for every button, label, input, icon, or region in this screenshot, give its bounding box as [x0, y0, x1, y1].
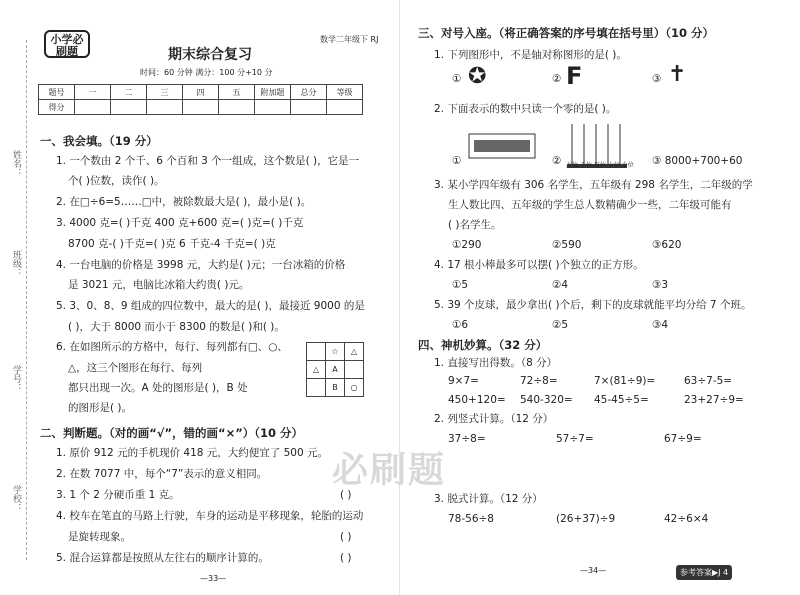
s3-q1-opt: ②	[552, 73, 562, 85]
page-number-right: —34—	[580, 566, 607, 575]
grid-cell: B	[326, 379, 345, 397]
score-header: 总分	[291, 85, 327, 100]
s3-q2-opt: ③ 8000+700+60	[652, 155, 743, 167]
score-cell[interactable]	[327, 100, 363, 115]
s3-q3: 3. 某小学四年级有 306 名学生，五年级有 298 名学生，二年级的学	[434, 179, 753, 191]
abacus-label: 个位	[621, 162, 634, 169]
q6-line: △，这三个图形在每行、每列	[68, 362, 203, 374]
s3-q4-opt: ①5	[452, 279, 469, 291]
s3-q5-opt: ③4	[652, 319, 669, 331]
s3-q2-opt: ②	[552, 155, 562, 167]
grid-cell: △	[345, 343, 364, 361]
grid-cell: A	[326, 361, 345, 379]
score-cell[interactable]	[147, 100, 183, 115]
cut-line	[26, 40, 27, 560]
abacus-label: 十位	[607, 162, 620, 169]
cross-shape-icon: ✝	[668, 62, 687, 87]
calc-item: 45-45÷5=	[594, 394, 649, 406]
grid-cell: ☆	[326, 343, 345, 361]
abacus-labels	[566, 160, 634, 169]
class-label: 班级：	[11, 250, 21, 277]
name-label: 姓名：	[11, 150, 21, 177]
page-divider	[399, 0, 400, 595]
score-cell[interactable]	[75, 100, 111, 115]
binding-margin	[0, 0, 36, 595]
s4-p3: 3. 脱式计算。（12 分）	[434, 493, 543, 505]
s3-q1: 1. 下列图形中，不是轴对称图形的是( )。	[434, 49, 627, 61]
section1-title: 一、我会填。（19 分）	[40, 134, 158, 148]
judge-item: 3. 1 个 2 分硬币重 1 克。	[56, 489, 180, 501]
score-cell[interactable]	[255, 100, 291, 115]
s4-p1: 1. 直接写出得数。（8 分）	[434, 357, 558, 369]
score-header: 三	[147, 85, 183, 100]
page-number-left: —33—	[200, 574, 227, 583]
calc-item: 63÷7-5=	[684, 375, 733, 387]
section4-title: 四、神机妙算。（32 分）	[418, 338, 548, 352]
calc-item: 450+120=	[448, 394, 506, 406]
q5-line: ( )，大于 8000 而小于 8300 的数是( )和( )。	[68, 321, 285, 333]
letter-f-icon: F	[566, 62, 583, 90]
expression-item: (26+37)÷9	[556, 513, 616, 525]
score-header: 四	[183, 85, 219, 100]
calc-item: 23+27÷9=	[684, 394, 744, 406]
score-header: 等级	[327, 85, 363, 100]
s3-q5-opt: ②5	[552, 319, 569, 331]
vertical-calc-item: 37÷8=	[448, 433, 486, 445]
grid-cell	[345, 361, 364, 379]
s3-q1-opt: ③	[652, 73, 662, 85]
abacus-label: 千位	[579, 162, 592, 169]
s3-q5: 5. 39 个皮球，最少拿出( )个后，剩下的皮球就能平均分给 7 个班。	[434, 299, 752, 311]
score-cell[interactable]	[219, 100, 255, 115]
judge-item: 2. 在数 7077 中，每个“7”表示的意义相同。	[56, 468, 268, 480]
grid-cell	[307, 343, 326, 361]
s3-q4-opt: ③3	[652, 279, 669, 291]
s3-q3-opt: ①290	[452, 239, 482, 251]
abacus-label: 万位	[566, 162, 579, 169]
score-cell[interactable]	[183, 100, 219, 115]
score-cell[interactable]	[291, 100, 327, 115]
section2-title: 二、判断题。（对的画“√”，错的画“×”）（10 分）	[40, 426, 304, 440]
grade-label: 数学二年级下 RJ	[320, 35, 379, 44]
score-header: 二	[111, 85, 147, 100]
s4-p2: 2. 列竖式计算。（12 分）	[434, 413, 554, 425]
answer-blank[interactable]: ( )	[340, 489, 352, 501]
star-shape-icon: ✪	[468, 64, 487, 89]
student-number-label: 学号：	[11, 365, 21, 392]
answer-blank[interactable]: ( )	[340, 531, 352, 543]
counting-rods-icon	[468, 128, 538, 162]
score-table	[38, 84, 363, 115]
s3-q4-opt: ②4	[552, 279, 569, 291]
expression-item: 78-56÷8	[448, 513, 494, 525]
expression-item: 42÷6×4	[664, 513, 709, 525]
watermark: 必刷题	[332, 450, 447, 491]
q5-line: 5. 3、0、8、9 组成的四位数中，最大的是( )，最接近 9000 的是	[56, 300, 365, 312]
grid-cell: ○	[345, 379, 364, 397]
calc-item: 540-320=	[520, 394, 573, 406]
judge-item: 是旋转现象。	[68, 531, 131, 543]
page-title: 期末综合复习	[168, 47, 252, 63]
grid-cell: △	[307, 361, 326, 379]
school-label: 学校：	[11, 485, 21, 512]
s3-q2-opt: ①	[452, 155, 462, 167]
q4-line: 是 3021 元，电脑比冰箱大约贵( )元。	[68, 279, 250, 291]
s3-q3-opt: ③620	[652, 239, 682, 251]
calc-item: 9×7=	[448, 375, 479, 387]
q1-line: 1. 一个数由 2 个千、6 个百和 3 个一组成，这个数是( )，它是一	[56, 155, 360, 167]
answer-blank[interactable]: ( )	[340, 552, 352, 564]
q4-line: 4. 一台电脑的价格是 3998 元，大约是( )元；一台冰箱的价格	[56, 259, 346, 271]
score-header: 附加题	[255, 85, 291, 100]
s3-q4: 4. 17 根小棒最多可以摆( )个独立的正方形。	[434, 259, 644, 271]
s3-q2: 2. 下面表示的数中只读一个零的是( )。	[434, 103, 617, 115]
score-header: 题号	[39, 85, 75, 100]
calc-item: 72÷8=	[520, 375, 558, 387]
judge-item: 5. 混合运算都是按照从左往右的顺序计算的。	[56, 552, 269, 564]
score-cell[interactable]	[111, 100, 147, 115]
judge-item: 1. 原价 912 元的手机现价 418 元，大约便宜了 500 元。	[56, 447, 329, 459]
q6-line: 6. 在如图所示的方格中，每行、每列都有□、○、	[56, 341, 288, 353]
s3-q3-opt: ②590	[552, 239, 582, 251]
s3-q3: 生人数比四、五年级的学生总人数精确少一些，二年级可能有	[448, 199, 732, 211]
q2-line: 2. 在□÷6=5……□中，被除数最大是( )，最小是( )。	[56, 196, 312, 208]
q3-line: 3. 4000 克=( )千克 400 克+600 克=( )克=( )千克	[56, 217, 304, 229]
q3-line: 8700 克-( )千克=( )克 6 千克-4 千克=( )克	[68, 238, 276, 250]
score-header: 五	[219, 85, 255, 100]
answer-reference-tag[interactable]: 参考答案▶J 4	[676, 565, 732, 580]
q1-line: 个( )位数，读作( )。	[68, 175, 165, 187]
vertical-calc-item: 67÷9=	[664, 433, 702, 445]
q6-line: 都只出现一次。A 处的图形是( )，B 处	[68, 382, 248, 394]
q6-line: 的图形是( )。	[68, 402, 133, 414]
s3-q1-opt: ①	[452, 73, 462, 85]
s3-q3: ( )名学生。	[448, 219, 502, 231]
vertical-calc-item: 57÷7=	[556, 433, 594, 445]
logo: 小学必刷题	[44, 30, 90, 58]
abacus-label: 百位	[593, 162, 606, 169]
score-row-label: 得分	[39, 100, 75, 115]
score-header: 一	[75, 85, 111, 100]
grid-cell	[307, 379, 326, 397]
judge-item: 4. 校车在笔直的马路上行驶，车身的运动是平移现象，轮胎的运动	[56, 510, 364, 522]
shape-grid	[306, 342, 364, 397]
section3-title: 三、对号入座。（将正确答案的序号填在括号里）（10 分）	[418, 26, 715, 40]
s3-q5-opt: ①6	[452, 319, 469, 331]
exam-subtitle: 时间：60 分钟 满分：100 分+10 分	[140, 68, 273, 77]
calc-item: 7×(81÷9)=	[594, 375, 656, 387]
